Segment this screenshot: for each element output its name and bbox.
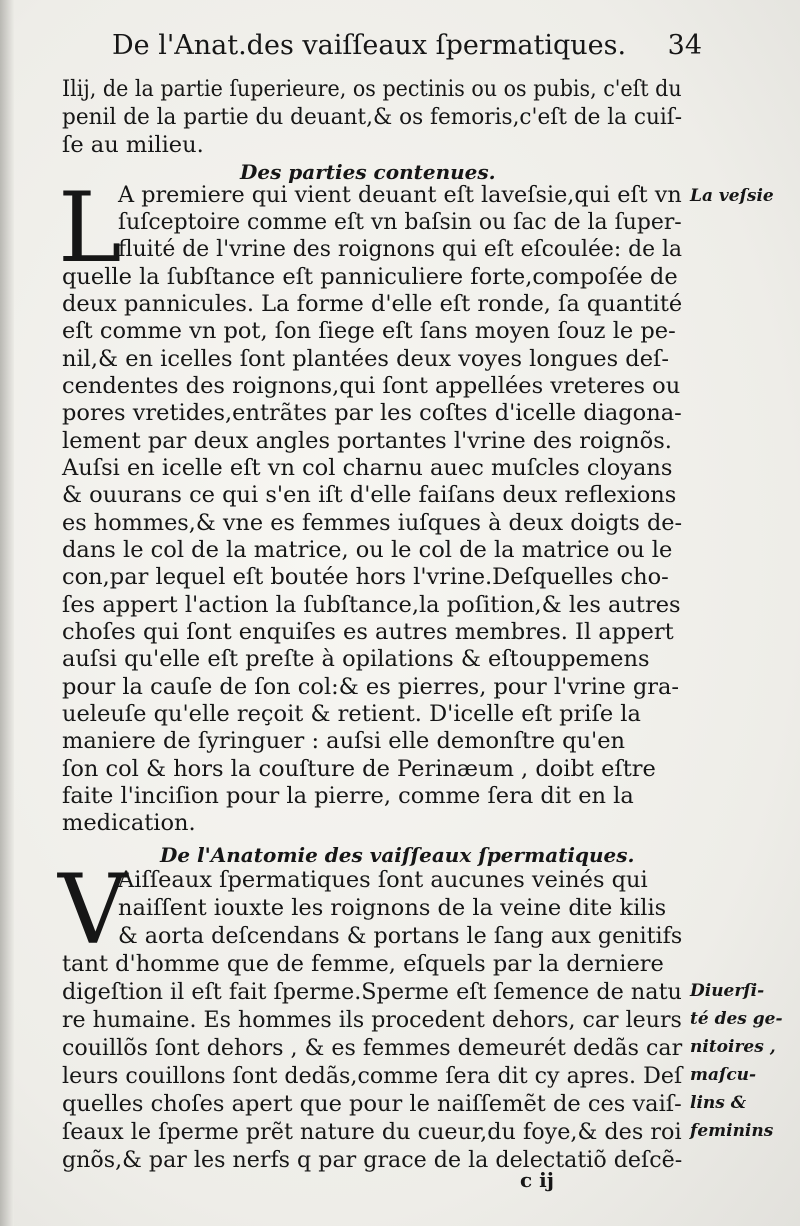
- margin-note: maſcu-: [690, 1065, 757, 1085]
- text-line: leurs couillons ſont dedãs,comme ſera dit cy apres. Deſ: [62, 1063, 683, 1089]
- text-line: gnõs,& par les nerfs q par grace de la delectatiõ deſcẽ-: [62, 1147, 683, 1173]
- margin-note: nitoires ,: [690, 1037, 776, 1057]
- text-line: ſon col & hors la couſture de Perinæum , doibt eſtre: [62, 756, 656, 782]
- text-line: medication.: [62, 810, 196, 836]
- text-line: fluité de l'vrine des roignons qui eſt eſcoulée: de la: [118, 236, 683, 262]
- text-line: Aiſſeaux ſpermatiques ſont aucunes veinés qui: [118, 867, 648, 893]
- text-line: auſsi qu'elle eſt preſte à opilations & eſtouppemens: [62, 646, 650, 672]
- margin-note: La veſsie: [690, 186, 774, 206]
- section-heading: Des parties contenues.: [240, 160, 496, 184]
- signature-mark: c ij: [520, 1168, 554, 1192]
- text-line: ſes appert l'action la ſubſtance,la poſition,& les autres: [62, 592, 681, 618]
- text-line: choſes qui ſont enquiſes es autres membres. Il appert: [62, 619, 674, 645]
- text-line: cendentes des roignons,qui ſont appellées vreteres ou: [62, 373, 681, 399]
- running-header: [112, 30, 702, 61]
- text-line: nil,& en icelles ſont plantées deux voyes longues deſ-: [62, 346, 669, 372]
- text-line: quelles choſes apert que pour le naiſſemẽt de ces vaiſ-: [62, 1091, 682, 1117]
- text-line: quelle la ſubſtance eſt panniculiere forte,compoſée de: [62, 264, 678, 290]
- text-line: tant d'homme que de femme, eſquels par la derniere: [62, 951, 664, 977]
- text-line: ſuſceptoire comme eſt vn baſsin ou ſac de la ſuper-: [118, 209, 682, 235]
- drop-cap: L: [58, 172, 122, 284]
- text-line: maniere de ſyringuer : auſsi elle demonſtre qu'en: [62, 728, 626, 754]
- page-spine-shadow: [0, 0, 14, 1226]
- page-number: 34: [667, 30, 702, 61]
- text-line: faite l'inciſion pour la pierre, comme ſera dit en la: [62, 783, 634, 809]
- text-line: penil de la partie du deuant,& os femoris,c'eſt de la cuiſ-: [62, 104, 683, 130]
- text-line: couillõs ſont dehors , & es femmes demeurét dedãs car: [62, 1035, 683, 1061]
- text-line: re humaine. Es hommes ils procedent dehors, car leurs: [62, 1007, 682, 1033]
- text-line: ueleuſe qu'elle reçoit & retient. D'icelle eſt priſe la: [62, 701, 641, 727]
- text-line: A premiere qui vient deuant eſt laveſsie,qui eſt vn: [118, 182, 682, 208]
- text-line: es hommes,& vne es femmes iuſques à deux doigts de-: [62, 510, 683, 536]
- text-line: naiſſent iouxte les roignons de la veine dite kilis: [118, 895, 667, 921]
- section-heading: De l'Anatomie des vaiſſeaux ſpermatiques.: [160, 843, 635, 867]
- text-line: Ilij, de la partie ſuperieure, os pectinis ou os pubis, c'eſt du: [62, 76, 682, 102]
- margin-note: té des ge-: [690, 1009, 783, 1029]
- text-line: digeſtion il eſt fait ſperme.Sperme eſt ſemence de natu: [62, 979, 682, 1005]
- text-line: deux pannicules. La forme d'elle eſt ronde, ſa quantité: [62, 291, 683, 317]
- text-line: con,par lequel eſt boutée hors l'vrine.Deſquelles cho-: [62, 564, 669, 590]
- margin-note: feminins: [690, 1121, 774, 1141]
- text-line: pour la cauſe de ſon col:& es pierres, pour l'vrine gra-: [62, 674, 680, 700]
- text-line: & ouurans ce qui s'en iſt d'elle faiſans deux reflexions: [62, 482, 677, 508]
- text-line: dans le col de la matrice, ou le col de la matrice ou le: [62, 537, 673, 563]
- drop-cap: V: [58, 854, 128, 966]
- text-line: pores vretides,entrãtes par les coſtes d'icelle diagona-: [62, 400, 682, 426]
- text-line: ſe au milieu.: [62, 132, 204, 158]
- margin-note: Diuerſi-: [690, 981, 765, 1001]
- header-title: De l'Anat.des vaiſſeaux ſpermatiques.: [112, 30, 627, 61]
- margin-note: lins &: [690, 1093, 747, 1113]
- text-line: & aorta deſcendans & portans le ſang aux genitifs: [118, 923, 683, 949]
- text-line: ſeaux le ſperme prẽt nature du cueur,du foye,& des roi: [62, 1119, 682, 1145]
- text-line: lement par deux angles portantes l'vrine des roignõs.: [62, 428, 672, 454]
- text-line: Auſsi en icelle eſt vn col charnu auec muſcles cloyans: [62, 455, 673, 481]
- text-line: eſt comme vn pot, ſon ſiege eſt ſans moyen ſouz le pe-: [62, 318, 676, 344]
